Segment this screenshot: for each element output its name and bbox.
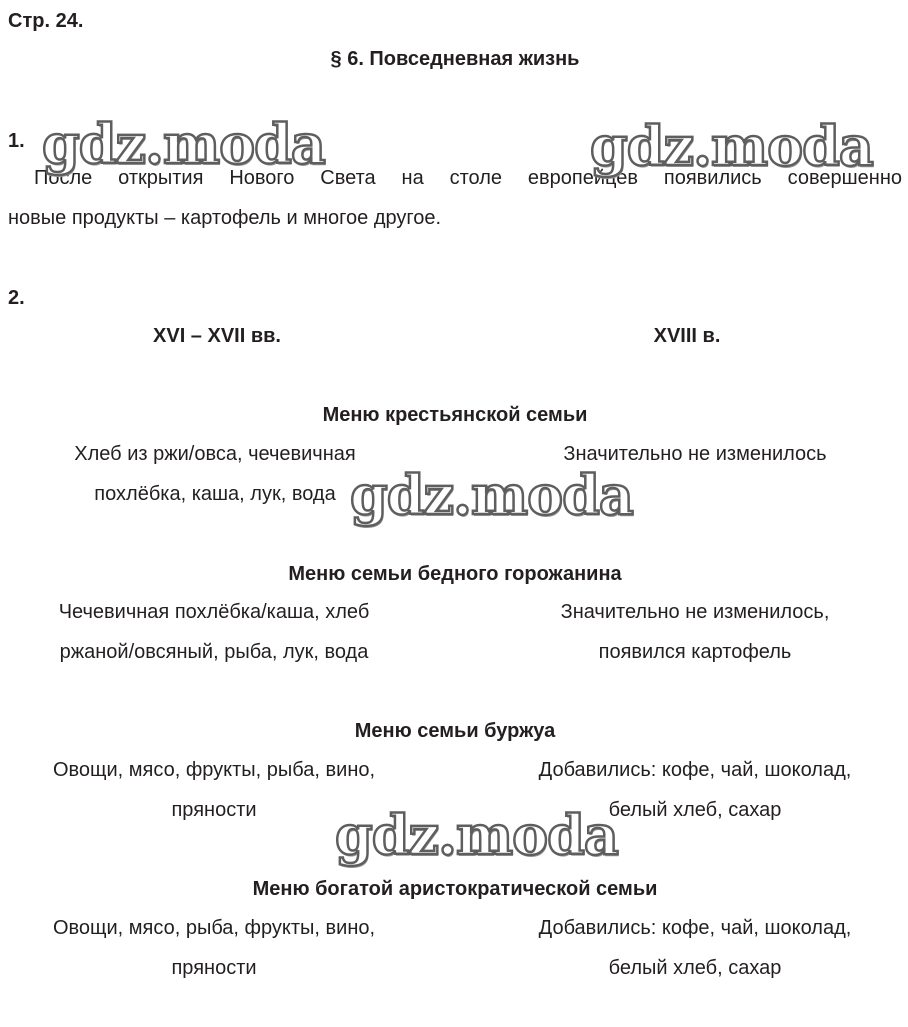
group-right-line: Значительно не изменилось: [563, 443, 827, 465]
group-title: Меню богатой аристократической семьи: [252, 878, 658, 900]
task-2-number: 2.: [8, 287, 25, 309]
group-title: Меню крестьянской семьи: [322, 404, 588, 426]
watermark: gdz.moda: [590, 114, 873, 178]
section-title: § 6. Повседневная жизнь: [330, 48, 580, 70]
group-right-line: появился картофель: [598, 641, 792, 663]
group-title: Меню семьи буржуа: [354, 720, 556, 742]
column-header-left: XVI – XVII вв.: [153, 325, 281, 347]
task-1-text-line-2: новые продукты – картофель и многое другое.: [8, 207, 442, 229]
group-left-line: ржаной/овсяный, рыба, лук, вода: [59, 641, 369, 663]
watermark: gdz.moda: [42, 112, 325, 176]
task-1-text-line-1: После открытия Нового Света на столе европейцев появились совершенно: [34, 167, 902, 189]
column-header-right: XVIII в.: [653, 325, 721, 347]
group-right-line: белый хлеб, сахар: [608, 799, 782, 821]
group-left-line: Чечевичная похлёбка/каша, хлеб: [58, 601, 370, 623]
page-label: Стр. 24.: [8, 10, 84, 32]
group-right-line: Значительно не изменилось,: [560, 601, 830, 623]
group-left-line: Овощи, мясо, фрукты, рыба, вино,: [52, 759, 376, 781]
watermark: gdz.moda: [335, 803, 618, 867]
group-title: Меню семьи бедного горожанина: [288, 563, 622, 585]
group-left-line: Овощи, мясо, рыба, фрукты, вино,: [52, 917, 376, 939]
group-right-line: Добавились: кофе, чай, шоколад,: [538, 917, 852, 939]
group-right-line: Добавились: кофе, чай, шоколад,: [538, 759, 852, 781]
task-1-number: 1.: [8, 130, 25, 152]
group-right-line: белый хлеб, сахар: [608, 957, 782, 979]
watermark: gdz.moda: [350, 463, 633, 527]
group-left-line: похлёбка, каша, лук, вода: [94, 483, 336, 505]
group-left-line: Хлеб из ржи/овса, чечевичная: [74, 443, 356, 465]
group-left-line: пряности: [171, 799, 257, 821]
group-left-line: пряности: [171, 957, 257, 979]
